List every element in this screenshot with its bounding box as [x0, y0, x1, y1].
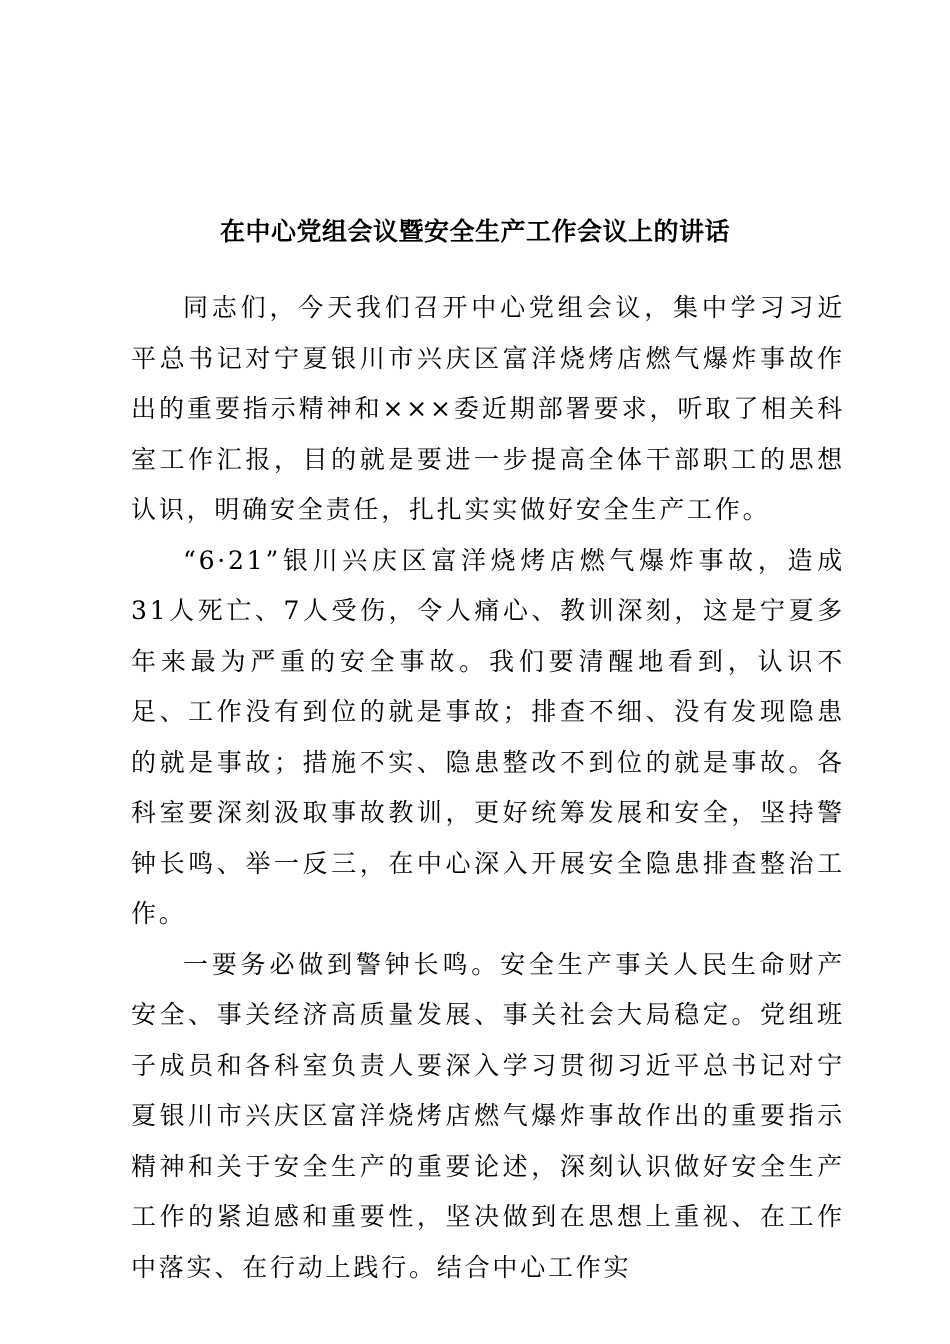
- document-body: [131, 283, 845, 1293]
- paragraph-opening: 同志们，今天我们召开中心党组会议，集中学习习近平总书记对宁夏银川市兴庆区富洋烧烤店燃气爆炸事故作出的重要指示精神和×××委近期部署要求，听取了相关科室工作汇报，目的就是要进一步提高全体干部职工的思想认识，明确安全责任，扎扎实实做好安全生产工作。: [131, 293, 845, 524]
- document-title: 在中心党组会议暨安全生产工作会议上的讲话: [219, 217, 730, 246]
- paragraph-accident: “6·21”银川兴庆区富洋烧烤店燃气爆炸事故，造成31人死亡、7人受伤，令人痛心、教训深刻，这是宁夏多年来最为严重的安全事故。我们要清醒地看到，认识不足、工作没有到位的就是事故；排查不细、没有发现隐患的就是事故；措施不实、隐患整改不到位的就是事故。各科室要深刻汲取事故教训，更好统筹发展和安全，坚持警钟长鸣、举一反三，在中心深入开展安全隐患排查整治工作。: [131, 545, 845, 928]
- paragraph-first-requirement: 一要务必做到警钟长鸣。安全生产事关人民生命财产安全、事关经济高质量发展、事关社会大局稳定。党组班子成员和各科室负责人要深入学习贯彻习近平总书记对宁夏银川市兴庆区富洋烧烤店燃气爆炸事故作出的重要指示精神和关于安全生产的重要论述，深刻认识做好安全生产工作的紧迫感和重要性，坚决做到在思想上重视、在工作中落实、在行动上践行。结合中心工作实: [131, 949, 845, 1282]
